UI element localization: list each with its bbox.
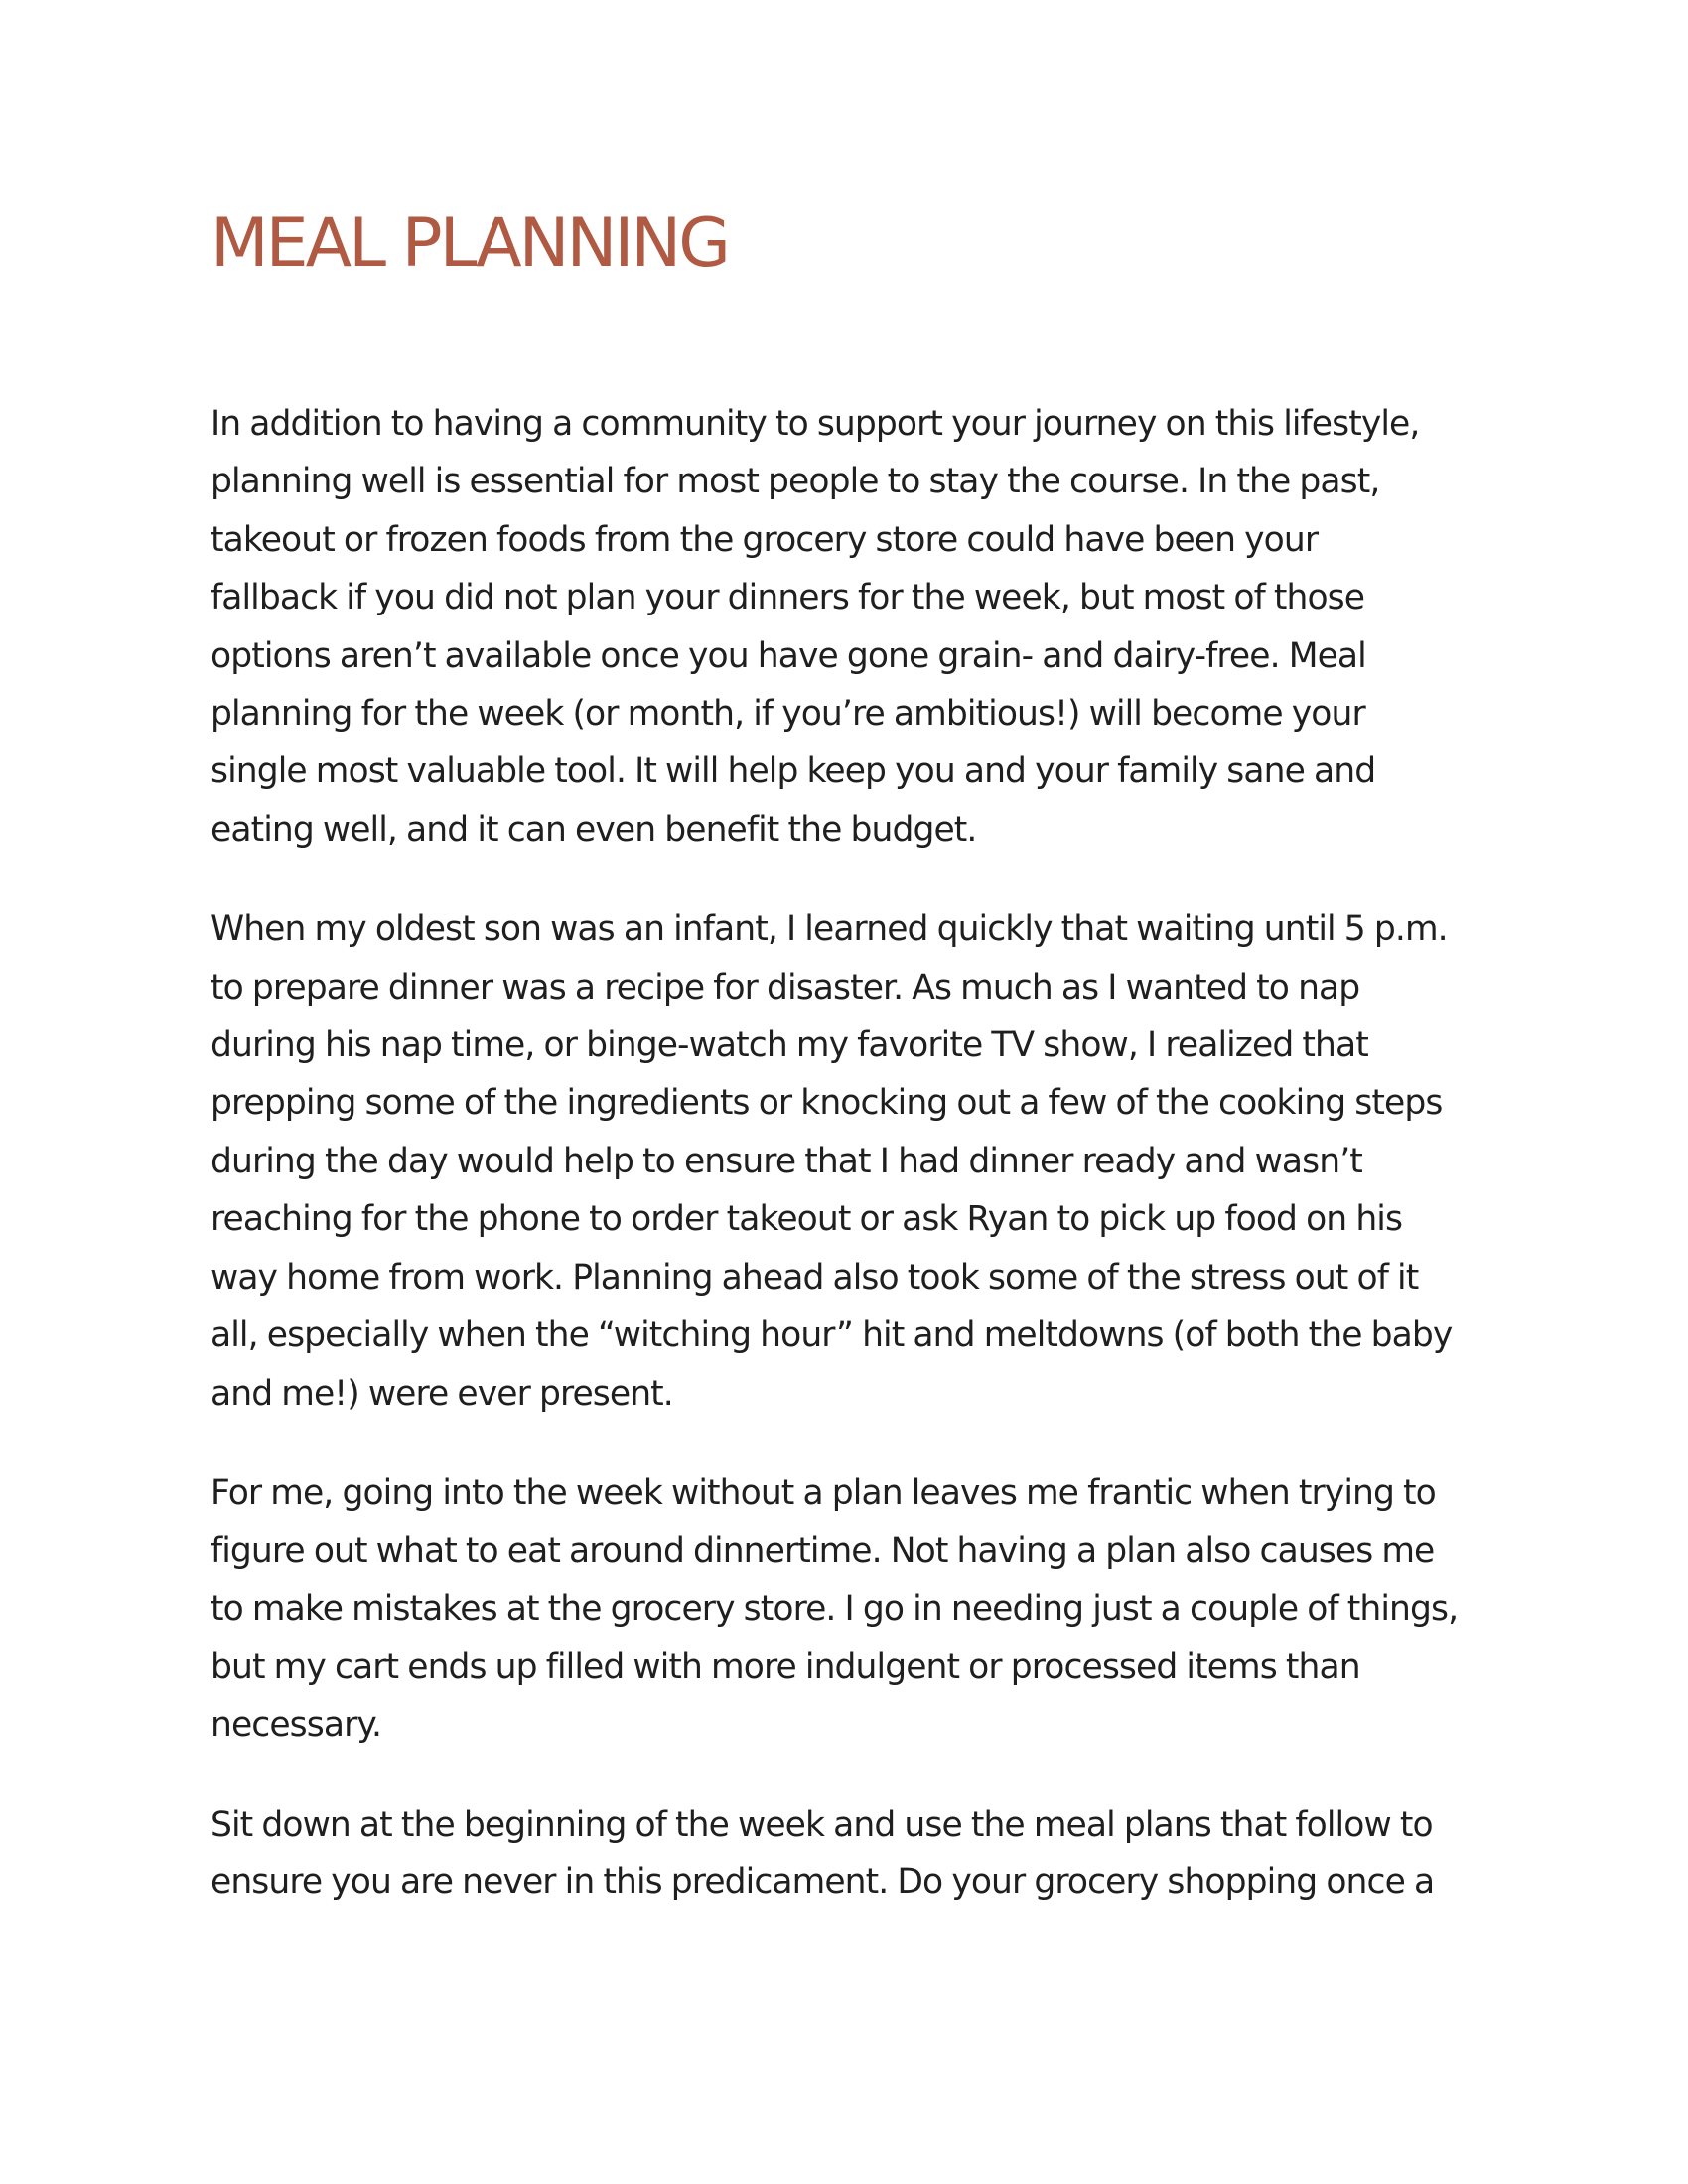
paragraph-1 [211, 395, 1501, 859]
text-line: prepping some of the ingredients or knocking out a few of the cooking steps [211, 1083, 1443, 1124]
text-line: ensure you are never in this predicament. Do your grocery shopping once a [211, 1862, 1435, 1903]
body-text [211, 395, 1501, 1954]
paragraph-4 [211, 1796, 1501, 1912]
text-line: figure out what to eat around dinnertime. Not having a plan also causes me [211, 1531, 1435, 1571]
text-line: to make mistakes at the grocery store. I go in needing just a couple of things, [211, 1588, 1459, 1629]
text-line: Sit down at the beginning of the week and use the meal plans that follow to [211, 1804, 1433, 1844]
text-line: For me, going into the week without a plan leaves me frantic when trying to [211, 1472, 1436, 1513]
text-line: but my cart ends up filled with more indulgent or processed items than [211, 1647, 1360, 1688]
text-line: reaching for the phone to order takeout or ask Ryan to pick up food on his [211, 1199, 1403, 1240]
text-line: single most valuable tool. It will help keep you and your family sane and [211, 751, 1376, 792]
text-line: necessary. [211, 1705, 382, 1745]
text-line: during his nap time, or binge-watch my favorite TV show, I realized that [211, 1025, 1368, 1066]
text-line: planning well is essential for most people to stay the course. In the past, [211, 462, 1380, 502]
text-line: eating well, and it can even benefit the budget. [211, 809, 977, 850]
text-line: options aren’t available once you have gone grain- and dairy-free. Meal [211, 635, 1366, 676]
text-line: way home from work. Planning ahead also took some of the stress out of it [211, 1257, 1419, 1297]
text-line: planning for the week (or month, if you’re ambitious!) will become your [211, 694, 1365, 735]
text-line: In addition to having a community to support your journey on this lifestyle, [211, 404, 1420, 444]
page-title: MEAL PLANNING [211, 205, 728, 283]
paragraph-2 [211, 900, 1501, 1423]
paragraph-3 [211, 1464, 1501, 1754]
text-line: to prepare dinner was a recipe for disaster. As much as I wanted to nap [211, 967, 1360, 1008]
text-line: all, especially when the “witching hour” hit and meltdowns (of both the baby [211, 1315, 1453, 1356]
text-line: takeout or frozen foods from the grocery store could have been your [211, 519, 1319, 560]
text-line: and me!) were ever present. [211, 1373, 673, 1414]
text-line: fallback if you did not plan your dinners for the week, but most of those [211, 578, 1365, 618]
text-line: during the day would help to ensure that I had dinner ready and wasn’t [211, 1141, 1362, 1181]
text-line: When my oldest son was an infant, I learned quickly that waiting until 5 p.m. [211, 909, 1448, 950]
